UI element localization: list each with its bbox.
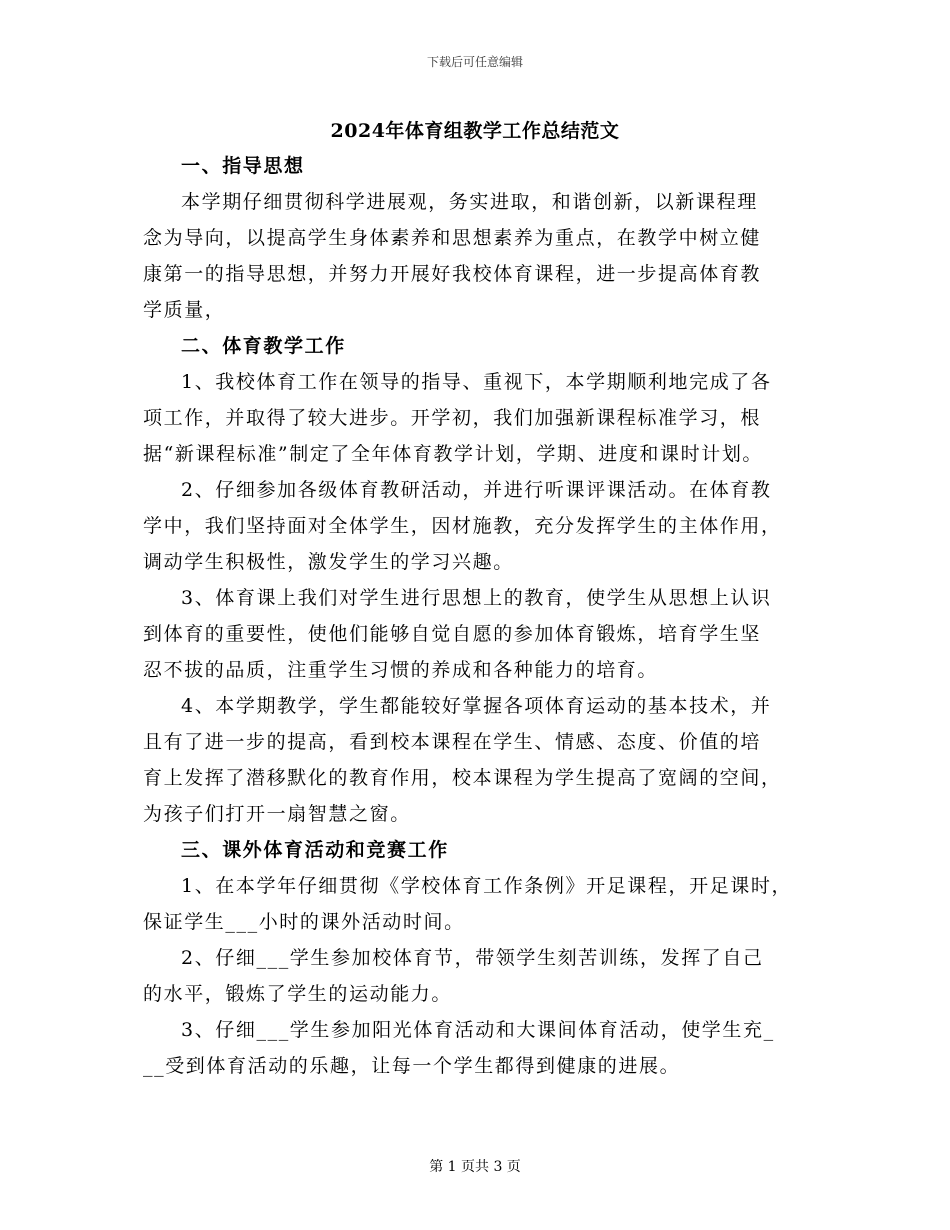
document-body <box>143 148 811 1084</box>
document-title: 2024年体育组教学工作总结范文 <box>330 120 620 142</box>
paragraph-line: 到体育的重要性，使他们能够自觉自愿的参加体育锻炼，培育学生坚 <box>143 623 762 645</box>
paragraph-line: 念为导向，以提高学生身体素养和思想素养为重点，在教学中树立健 <box>143 227 762 249</box>
paragraph-line: 学中，我们坚持面对全体学生，因材施教，充分发挥学生的主体作用， <box>143 515 782 537</box>
section-heading: 三、课外体育活动和竞赛工作 <box>181 839 449 861</box>
page-footer: 第 1 页共 3 页 <box>429 1159 521 1175</box>
header-note: 下载后可任意编辑 <box>426 55 523 69</box>
paragraph-line: 1、我校体育工作在领导的指导、重视下，本学期顺利地完成了各 <box>181 371 772 393</box>
paragraph-line: 据“新课程标准”制定了全年体育教学计划，学期、进度和课时计划。 <box>143 443 764 465</box>
paragraph-line: 1、在本学年仔细贯彻《学校体育工作条例》开足课程，开足课时， <box>181 875 793 897</box>
paragraph-line: 2、仔细参加各级体育教研活动，并进行听课评课活动。在体育教 <box>181 479 772 501</box>
paragraph-line: 3、体育课上我们对学生进行思想上的教育，使学生从思想上认识 <box>181 587 772 609</box>
paragraph-line: 保证学生___小时的课外活动时间。 <box>143 911 465 933</box>
paragraph-line: 调动学生积极性，激发学生的学习兴趣。 <box>143 551 514 573</box>
section-heading: 二、体育教学工作 <box>181 335 346 357</box>
paragraph-line: __受到体育活动的乐趣，让每一个学生都得到健康的进展。 <box>143 1055 681 1077</box>
paragraph-line: 康第一的指导思想，并努力开展好我校体育课程，进一步提高体育教 <box>143 263 762 285</box>
paragraph-line: 且有了进一步的提高，看到校本课程在学生、情感、态度、价值的培 <box>143 731 762 753</box>
paragraph-line: 学质量， <box>143 299 226 321</box>
section-heading: 一、指导思想 <box>181 155 305 177</box>
paragraph-line: 4、本学期教学，学生都能较好掌握各项体育运动的基本技术，并 <box>181 695 772 717</box>
paragraph-line: 项工作，并取得了较大进步。开学初，我们加强新课程标准学习，根 <box>143 407 762 429</box>
paragraph-line: 的水平，锻炼了学生的运动能力。 <box>143 983 453 1005</box>
paragraph-line: 3、仔细___学生参加阳光体育活动和大课间体育活动，使学生充_ <box>181 1019 775 1041</box>
paragraph-line: 育上发挥了潜移默化的教育作用，校本课程为学生提高了宽阔的空间， <box>143 767 782 789</box>
paragraph-line: 为孩子们打开一扇智慧之窗。 <box>143 803 411 825</box>
paragraph-line: 2、仔细___学生参加校体育节，带领学生刻苦训练，发挥了自己 <box>181 947 764 969</box>
paragraph-line: 忍不拔的品质，注重学生习惯的养成和各种能力的培育。 <box>143 659 659 681</box>
paragraph-line: 本学期仔细贯彻科学进展观，务实进取，和谐创新，以新课程理 <box>181 191 758 213</box>
